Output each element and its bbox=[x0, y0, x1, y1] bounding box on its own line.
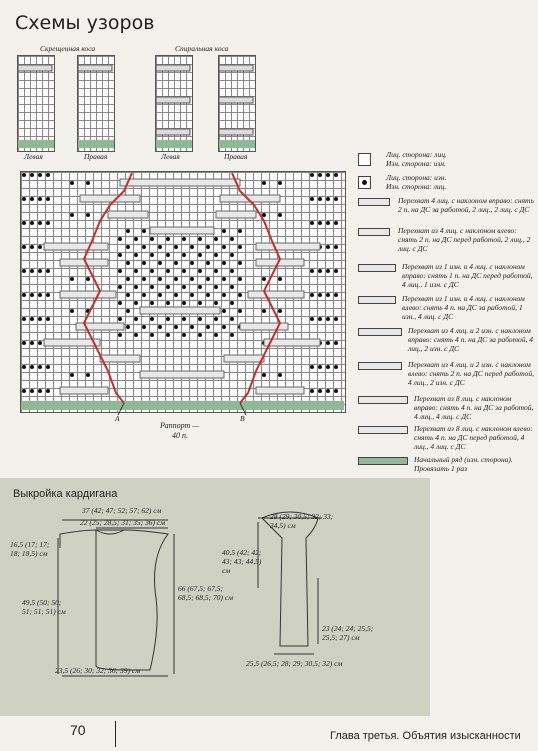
knot-dot bbox=[198, 253, 202, 257]
knot-dot bbox=[310, 389, 314, 393]
knot-dot bbox=[278, 181, 282, 185]
knot-dot bbox=[134, 333, 138, 337]
knot-dot bbox=[214, 269, 218, 273]
knot-dot bbox=[222, 245, 226, 249]
knot-dot bbox=[150, 333, 154, 337]
knot-dot bbox=[126, 245, 130, 249]
knot-dot bbox=[326, 317, 330, 321]
knot-dot bbox=[30, 317, 34, 321]
dim-sleeve-length: 23 (24; 24; 25,5; 25,5; 27) см bbox=[322, 624, 374, 642]
page-number: 70 bbox=[70, 722, 86, 738]
knot-dot bbox=[278, 309, 282, 313]
knot-dot bbox=[262, 373, 266, 377]
knot-dot bbox=[86, 181, 90, 185]
knot-dot bbox=[318, 221, 322, 225]
knot-dot bbox=[262, 309, 266, 313]
knot-dot bbox=[190, 293, 194, 297]
knot-dot bbox=[166, 301, 170, 305]
legend-swatch-dot bbox=[358, 176, 371, 189]
legend-text: Перехват из 4 лиц. и 2 изн. с наклоном влево: снять 2 п. на ДС перед работой, 4 лиц., 2 изн. с ДС bbox=[408, 360, 535, 387]
knot-dot bbox=[174, 261, 178, 265]
knot-dot bbox=[262, 277, 266, 281]
knot-dot bbox=[70, 373, 74, 377]
knot-dot bbox=[38, 389, 42, 393]
knot-dot bbox=[310, 197, 314, 201]
legend-swatch bbox=[358, 362, 402, 370]
knot-dot bbox=[46, 221, 50, 225]
knot-dot bbox=[118, 317, 122, 321]
knot-dot bbox=[158, 277, 162, 281]
knot-dot bbox=[38, 365, 42, 369]
knot-dot bbox=[326, 341, 330, 345]
knot-dot bbox=[190, 245, 194, 249]
knot-dot bbox=[198, 269, 202, 273]
knot-dot bbox=[206, 277, 210, 281]
legend-swatch bbox=[358, 228, 390, 236]
knot-dot bbox=[166, 237, 170, 241]
legend-text: Перехват из 4 лиц. с наклоном влево: снять 2 п. на ДС перед работой, 2 лиц., 2 лиц. с ДС bbox=[398, 226, 531, 253]
knot-dot bbox=[182, 253, 186, 257]
knot-dot bbox=[230, 333, 234, 337]
knot-dot bbox=[206, 325, 210, 329]
knot-dot bbox=[174, 325, 178, 329]
knot-dot bbox=[38, 221, 42, 225]
legend-text: Перехват из 1 изн. и 4 лиц. с наклоном вправо: снять 1 п. на ДС перед работой, 4 лиц., 1 изн. с ДС bbox=[402, 262, 533, 289]
repeat-label-2: 40 п. bbox=[172, 431, 188, 440]
knot-dot bbox=[310, 365, 314, 369]
knot-dot bbox=[326, 197, 330, 201]
knot-dot bbox=[38, 317, 42, 321]
knot-dot bbox=[118, 253, 122, 257]
knot-dot bbox=[190, 325, 194, 329]
knot-dot bbox=[158, 245, 162, 249]
knot-dot bbox=[222, 325, 226, 329]
knot-dot bbox=[166, 253, 170, 257]
knot-dot bbox=[150, 285, 154, 289]
legend-swatch bbox=[358, 396, 408, 404]
knot-dot bbox=[38, 173, 42, 177]
knot-dot bbox=[206, 245, 210, 249]
knot-dot bbox=[38, 341, 42, 345]
legend-item bbox=[358, 360, 536, 394]
dim-sleeve-cap: 40,5 (42; 42; 43; 43; 44,5) см bbox=[222, 548, 262, 575]
knot-dot bbox=[30, 365, 34, 369]
knot-dot bbox=[318, 389, 322, 393]
knot-dot bbox=[30, 389, 34, 393]
legend-swatch bbox=[358, 198, 390, 206]
knot-dot bbox=[70, 181, 74, 185]
knot-dot bbox=[182, 285, 186, 289]
legend-text: Лиц. сторона: изн. Изн. сторона: лиц. bbox=[386, 173, 447, 191]
knot-dot bbox=[30, 197, 34, 201]
chart-label-left-1: Левая bbox=[24, 152, 43, 161]
dim-bottom: 23,5 (26; 30; 32; 36; 39) см bbox=[55, 666, 140, 675]
knot-dot bbox=[22, 389, 26, 393]
repeat-label-1: Раппорт — bbox=[160, 421, 200, 430]
knot-dot bbox=[118, 333, 122, 337]
knot-dot bbox=[262, 213, 266, 217]
dim-side: 49,5 (50; 50; 51; 51; 51) см bbox=[22, 598, 66, 616]
knot-dot bbox=[222, 229, 226, 233]
dim-sleeve-top: 28 (29; 30,5; 32; 33; 34,5) см bbox=[270, 512, 334, 530]
main-chart-overlay bbox=[20, 171, 346, 416]
knot-dot bbox=[22, 221, 26, 225]
knot-dot bbox=[134, 285, 138, 289]
knot-dot bbox=[198, 317, 202, 321]
knot-dot bbox=[174, 293, 178, 297]
knot-dot bbox=[166, 269, 170, 273]
knot-dot bbox=[182, 333, 186, 337]
knot-dot bbox=[238, 277, 242, 281]
knot-dot bbox=[310, 269, 314, 273]
knot-dot bbox=[22, 173, 26, 177]
knot-dot bbox=[318, 173, 322, 177]
knot-dot bbox=[182, 237, 186, 241]
knot-dot bbox=[222, 309, 226, 313]
chapter-title: Глава третья. Объятия изысканности bbox=[330, 730, 521, 742]
knot-dot bbox=[198, 333, 202, 337]
knot-dot bbox=[150, 253, 154, 257]
knot-dot bbox=[326, 245, 330, 249]
knot-dot bbox=[174, 277, 178, 281]
knot-dot bbox=[326, 173, 330, 177]
marker-a: A bbox=[115, 414, 120, 423]
knot-dot bbox=[326, 221, 330, 225]
knot-dot bbox=[318, 365, 322, 369]
legend-text: Перехват из 8 лиц. с наклоном влево: снять 4 п. на ДС перед работой, 4 лиц., 4 лиц. с ДС bbox=[414, 424, 533, 451]
knot-dot bbox=[38, 197, 42, 201]
knot-dot bbox=[198, 301, 202, 305]
knot-dot bbox=[38, 269, 42, 273]
chart-label-right-2: Правая bbox=[224, 152, 248, 161]
knot-dot bbox=[86, 277, 90, 281]
legend-swatch-green bbox=[358, 457, 408, 465]
knot-dot bbox=[318, 269, 322, 273]
knot-dot bbox=[22, 197, 26, 201]
knot-dot bbox=[70, 213, 74, 217]
legend-text: Перехват 4 лиц. с наклоном вправо: снять 2 п. на ДС за работой, 2 лиц., 2 лиц. с ДС bbox=[398, 196, 534, 214]
knot-dot bbox=[142, 293, 146, 297]
legend-text: Перехват из 8 лиц. с наклоном вправо: снять 4 п. на ДС за работой, 4 лиц., 4 лиц. с ДС bbox=[414, 394, 534, 421]
legend-swatch bbox=[358, 296, 396, 304]
knot-dot bbox=[334, 197, 338, 201]
knot-dot bbox=[150, 269, 154, 273]
legend-item bbox=[358, 150, 536, 170]
knot-dot bbox=[182, 317, 186, 321]
knot-dot bbox=[238, 245, 242, 249]
knot-dot bbox=[126, 309, 130, 313]
knot-dot bbox=[334, 365, 338, 369]
knot-dot bbox=[142, 325, 146, 329]
legend-item bbox=[358, 226, 536, 260]
legend-item bbox=[358, 424, 536, 454]
knot-dot bbox=[134, 253, 138, 257]
knot-dot bbox=[198, 237, 202, 241]
knot-dot bbox=[22, 245, 26, 249]
knot-dot bbox=[158, 325, 162, 329]
legend-item bbox=[358, 455, 536, 479]
knot-dot bbox=[30, 269, 34, 273]
knot-dot bbox=[22, 269, 26, 273]
knot-dot bbox=[46, 197, 50, 201]
knot-dot bbox=[214, 317, 218, 321]
knot-dot bbox=[214, 253, 218, 257]
knot-dot bbox=[278, 373, 282, 377]
knot-dot bbox=[238, 229, 242, 233]
legend-text: Перехват из 4 лиц. и 2 изн. с наклоном вправо: снять 4 п. на ДС за работой, 4 лиц., 2 изн. с ДС bbox=[408, 326, 534, 353]
knot-dot bbox=[214, 285, 218, 289]
dim-sleeve-bottom: 25,5 (26,5; 28; 29; 30,5; 32) см bbox=[246, 659, 343, 668]
legend-text: Перехват из 1 изн. и 4 лиц. с наклоном влево: снять 4 п. на ДС за работой, 1 изн., 4 лиц. с ДС bbox=[402, 294, 525, 321]
legend-swatch bbox=[358, 264, 396, 272]
marker-b: B bbox=[240, 414, 245, 423]
knot-dot bbox=[182, 301, 186, 305]
knot-dot bbox=[142, 245, 146, 249]
knot-dot bbox=[334, 341, 338, 345]
dim-length: 66 (67,5; 67,5; 68,5; 68,5; 70) см bbox=[178, 584, 233, 602]
knot-dot bbox=[182, 269, 186, 273]
knot-dot bbox=[142, 277, 146, 281]
page-title: Схемы узоров bbox=[15, 12, 155, 34]
knot-dot bbox=[334, 221, 338, 225]
knot-dot bbox=[118, 237, 122, 241]
legend-swatch bbox=[358, 328, 402, 336]
knot-dot bbox=[86, 373, 90, 377]
knot-dot bbox=[238, 261, 242, 265]
knot-dot bbox=[318, 293, 322, 297]
dim-shoulder: 16,5 (17; 17; 18; 18,5) см bbox=[10, 540, 50, 558]
knot-dot bbox=[334, 269, 338, 273]
knot-dot bbox=[318, 197, 322, 201]
knot-dot bbox=[326, 269, 330, 273]
knot-dot bbox=[30, 221, 34, 225]
knot-dot bbox=[150, 237, 154, 241]
knot-dot bbox=[238, 309, 242, 313]
knot-dot bbox=[22, 365, 26, 369]
knot-dot bbox=[46, 317, 50, 321]
knot-dot bbox=[222, 277, 226, 281]
knot-dot bbox=[326, 365, 330, 369]
knot-dot bbox=[38, 293, 42, 297]
knot-dot bbox=[118, 269, 122, 273]
knot-dot bbox=[238, 293, 242, 297]
knot-dot bbox=[30, 341, 34, 345]
legend-text: Начальный ряд (изн. сторона). Провязать 1 раз bbox=[414, 455, 513, 473]
knot-dot bbox=[158, 261, 162, 265]
knot-dot bbox=[38, 245, 42, 249]
knot-dot bbox=[190, 261, 194, 265]
knot-dot bbox=[334, 245, 338, 249]
legend-item bbox=[358, 326, 536, 360]
knot-dot bbox=[214, 301, 218, 305]
knot-dot bbox=[230, 237, 234, 241]
footer-divider bbox=[115, 721, 116, 747]
knot-dot bbox=[230, 269, 234, 273]
knot-dot bbox=[310, 317, 314, 321]
knot-dot bbox=[30, 245, 34, 249]
legend-swatch bbox=[358, 426, 408, 434]
knot-dot bbox=[126, 277, 130, 281]
legend-item bbox=[358, 294, 536, 328]
knot-dot bbox=[262, 181, 266, 185]
knot-dot bbox=[142, 229, 146, 233]
knot-dot bbox=[334, 293, 338, 297]
knot-dot bbox=[134, 301, 138, 305]
knot-dot bbox=[310, 173, 314, 177]
knot-dot bbox=[166, 333, 170, 337]
knot-dot bbox=[70, 309, 74, 313]
knot-dot bbox=[334, 173, 338, 177]
knot-dot bbox=[310, 293, 314, 297]
knot-dot bbox=[230, 317, 234, 321]
legend-item bbox=[358, 394, 536, 428]
knot-dot bbox=[126, 325, 130, 329]
knot-dot bbox=[142, 261, 146, 265]
knot-dot bbox=[134, 237, 138, 241]
knot-dot bbox=[230, 285, 234, 289]
legend-item bbox=[358, 173, 536, 193]
knot-dot bbox=[278, 277, 282, 281]
knot-dot bbox=[30, 173, 34, 177]
small-chart-cables bbox=[17, 55, 257, 151]
chart-label-left-2: Левая bbox=[161, 152, 180, 161]
knot-dot bbox=[126, 293, 130, 297]
knot-dot bbox=[278, 213, 282, 217]
knot-dot bbox=[334, 317, 338, 321]
knot-dot bbox=[134, 317, 138, 321]
knot-dot bbox=[22, 341, 26, 345]
knot-dot bbox=[334, 389, 338, 393]
legend-text: Лиц. сторона: лиц. Изн. сторона: изн. bbox=[386, 150, 447, 168]
knot-dot bbox=[46, 365, 50, 369]
knot-dot bbox=[214, 333, 218, 337]
knot-dot bbox=[230, 253, 234, 257]
knot-dot bbox=[310, 221, 314, 225]
spiral-braid-title: Спиральная коса bbox=[175, 44, 229, 53]
dim-neck-width: 22 (25; 28,5; 31; 35; 36) см bbox=[80, 518, 165, 527]
knot-dot bbox=[222, 293, 226, 297]
knot-dot bbox=[326, 293, 330, 297]
knot-dot bbox=[206, 293, 210, 297]
knot-dot bbox=[174, 245, 178, 249]
knot-dot bbox=[134, 269, 138, 273]
knot-dot bbox=[150, 301, 154, 305]
knot-dot bbox=[150, 317, 154, 321]
knot-dot bbox=[46, 293, 50, 297]
knot-dot bbox=[118, 301, 122, 305]
knot-dot bbox=[126, 261, 130, 265]
pattern-title: Выкройка кардигана bbox=[13, 488, 118, 500]
knot-dot bbox=[46, 173, 50, 177]
knot-dot bbox=[46, 389, 50, 393]
dim-top-width: 37 (42; 47; 52; 57; 62) см bbox=[82, 506, 162, 515]
knot-dot bbox=[206, 261, 210, 265]
legend-item bbox=[358, 262, 536, 296]
knot-dot bbox=[70, 277, 74, 281]
knot-dot bbox=[118, 285, 122, 289]
knot-dot bbox=[190, 277, 194, 281]
knot-dot bbox=[46, 269, 50, 273]
knot-dot bbox=[86, 213, 90, 217]
knot-dot bbox=[166, 317, 170, 321]
knot-dot bbox=[230, 301, 234, 305]
legend-swatch bbox=[358, 153, 371, 166]
knot-dot bbox=[30, 293, 34, 297]
knot-dot bbox=[222, 261, 226, 265]
knot-dot bbox=[158, 293, 162, 297]
knot-dot bbox=[126, 229, 130, 233]
knot-dot bbox=[22, 293, 26, 297]
knot-dot bbox=[22, 317, 26, 321]
knot-dot bbox=[198, 285, 202, 289]
knot-dot bbox=[214, 237, 218, 241]
chart-label-right-1: Правая bbox=[84, 152, 108, 161]
knot-dot bbox=[166, 285, 170, 289]
knot-dot bbox=[326, 389, 330, 393]
crossed-braid-title: Скрещенная коса bbox=[40, 44, 96, 53]
knot-dot bbox=[318, 317, 322, 321]
legend-item bbox=[358, 196, 536, 230]
